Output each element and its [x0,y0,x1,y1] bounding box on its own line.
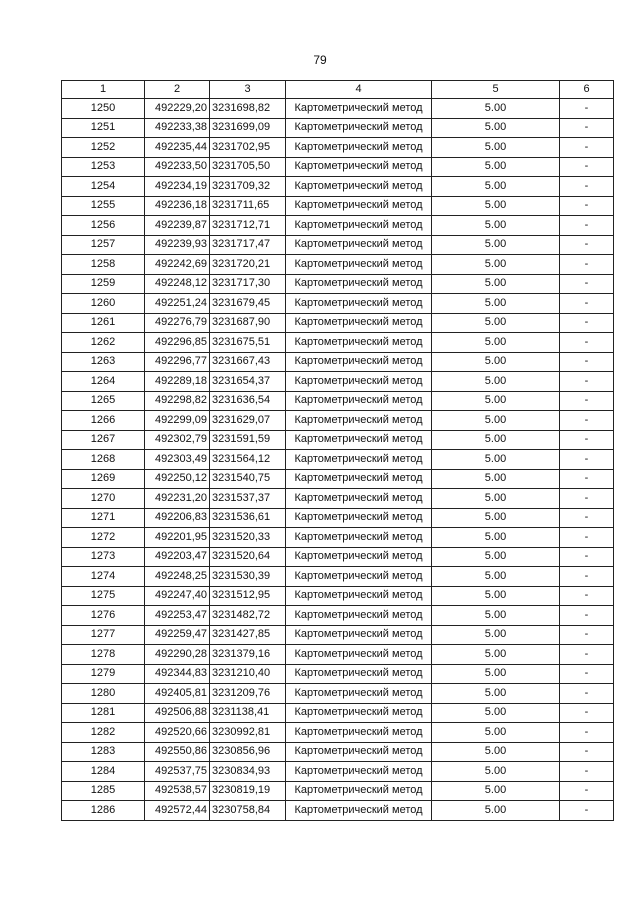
table-row [62,196,614,216]
accuracy-cell: 5.00 [432,528,560,548]
method-cell: Картометрический метод [286,313,432,333]
y-coordinate-cell: 3231717,30 [210,274,286,294]
accuracy-cell: 5.00 [432,99,560,119]
note-cell: - [560,684,614,704]
accuracy-cell: 5.00 [432,235,560,255]
point-number-cell: 1275 [62,586,145,606]
y-coordinate-cell: 3231698,82 [210,99,286,119]
accuracy-cell: 5.00 [432,606,560,626]
y-coordinate-cell: 3231717,47 [210,235,286,255]
x-coordinate-cell: 492506,88 [145,703,210,723]
table-row [62,255,614,275]
point-number-cell: 1258 [62,255,145,275]
x-coordinate-cell: 492538,57 [145,781,210,801]
x-coordinate-cell: 492259,47 [145,625,210,645]
point-number-cell: 1256 [62,216,145,236]
accuracy-cell: 5.00 [432,664,560,684]
point-number-cell: 1267 [62,430,145,450]
point-number-cell: 1286 [62,801,145,821]
x-coordinate-cell: 492239,93 [145,235,210,255]
method-cell: Картометрический метод [286,742,432,762]
note-cell: - [560,723,614,743]
table-row [62,625,614,645]
point-number-cell: 1282 [62,723,145,743]
point-number-cell: 1276 [62,606,145,626]
method-cell: Картометрический метод [286,606,432,626]
header-cell-3: 3 [210,81,286,99]
accuracy-cell: 5.00 [432,625,560,645]
table-row [62,235,614,255]
y-coordinate-cell: 3231667,43 [210,352,286,372]
accuracy-cell: 5.00 [432,586,560,606]
x-coordinate-cell: 492572,44 [145,801,210,821]
accuracy-cell: 5.00 [432,294,560,314]
table-row [62,372,614,392]
point-number-cell: 1253 [62,157,145,177]
table-row [62,333,614,353]
x-coordinate-cell: 492344,83 [145,664,210,684]
method-cell: Картометрический метод [286,294,432,314]
y-coordinate-cell: 3231536,61 [210,508,286,528]
accuracy-cell: 5.00 [432,469,560,489]
method-cell: Картометрический метод [286,703,432,723]
method-cell: Картометрический метод [286,235,432,255]
accuracy-cell: 5.00 [432,333,560,353]
table-row [62,723,614,743]
y-coordinate-cell: 3231636,54 [210,391,286,411]
x-coordinate-cell: 492203,47 [145,547,210,567]
y-coordinate-cell: 3231679,45 [210,294,286,314]
header-cell-5: 5 [432,81,560,99]
note-cell: - [560,391,614,411]
x-coordinate-cell: 492201,95 [145,528,210,548]
x-coordinate-cell: 492298,82 [145,391,210,411]
accuracy-cell: 5.00 [432,196,560,216]
accuracy-cell: 5.00 [432,411,560,431]
x-coordinate-cell: 492236,18 [145,196,210,216]
method-cell: Картометрический метод [286,684,432,704]
x-coordinate-cell: 492233,50 [145,157,210,177]
point-number-cell: 1278 [62,645,145,665]
y-coordinate-cell: 3231711,65 [210,196,286,216]
note-cell: - [560,450,614,470]
point-number-cell: 1252 [62,138,145,158]
method-cell: Картометрический метод [286,411,432,431]
note-cell: - [560,742,614,762]
table-row [62,138,614,158]
x-coordinate-cell: 492276,79 [145,313,210,333]
method-cell: Картометрический метод [286,391,432,411]
note-cell: - [560,645,614,665]
table-row [62,294,614,314]
table-row [62,450,614,470]
point-number-cell: 1281 [62,703,145,723]
method-cell: Картометрический метод [286,333,432,353]
accuracy-cell: 5.00 [432,762,560,782]
method-cell: Картометрический метод [286,547,432,567]
y-coordinate-cell: 3231699,09 [210,118,286,138]
table-row [62,508,614,528]
x-coordinate-cell: 492290,28 [145,645,210,665]
page-number: 79 [313,53,327,67]
method-cell: Картометрический метод [286,801,432,821]
x-coordinate-cell: 492242,69 [145,255,210,275]
table-row [62,99,614,119]
table-row [62,391,614,411]
x-coordinate-cell: 492299,09 [145,411,210,431]
accuracy-cell: 5.00 [432,274,560,294]
point-number-cell: 1254 [62,177,145,197]
table-row [62,469,614,489]
method-cell: Картометрический метод [286,489,432,509]
note-cell: - [560,196,614,216]
note-cell: - [560,372,614,392]
method-cell: Картометрический метод [286,723,432,743]
x-coordinate-cell: 492239,87 [145,216,210,236]
method-cell: Картометрический метод [286,450,432,470]
method-cell: Картометрический метод [286,177,432,197]
note-cell: - [560,664,614,684]
x-coordinate-cell: 492303,49 [145,450,210,470]
method-cell: Картометрический метод [286,157,432,177]
point-number-cell: 1285 [62,781,145,801]
accuracy-cell: 5.00 [432,391,560,411]
note-cell: - [560,762,614,782]
method-cell: Картометрический метод [286,625,432,645]
accuracy-cell: 5.00 [432,723,560,743]
table-row [62,781,614,801]
table-row [62,567,614,587]
note-cell: - [560,606,614,626]
x-coordinate-cell: 492229,20 [145,99,210,119]
point-number-cell: 1265 [62,391,145,411]
method-cell: Картометрический метод [286,664,432,684]
point-number-cell: 1257 [62,235,145,255]
x-coordinate-cell: 492296,77 [145,352,210,372]
note-cell: - [560,567,614,587]
point-number-cell: 1264 [62,372,145,392]
point-number-cell: 1272 [62,528,145,548]
x-coordinate-cell: 492235,44 [145,138,210,158]
note-cell: - [560,352,614,372]
table-row [62,703,614,723]
table-row [62,762,614,782]
point-number-cell: 1283 [62,742,145,762]
header-cell-4: 4 [286,81,432,99]
header-cell-2: 2 [145,81,210,99]
method-cell: Картометрический метод [286,138,432,158]
table-row [62,664,614,684]
method-cell: Картометрический метод [286,99,432,119]
method-cell: Картометрический метод [286,762,432,782]
accuracy-cell: 5.00 [432,138,560,158]
method-cell: Картометрический метод [286,586,432,606]
note-cell: - [560,255,614,275]
method-cell: Картометрический метод [286,508,432,528]
y-coordinate-cell: 3231591,59 [210,430,286,450]
y-coordinate-cell: 3231720,21 [210,255,286,275]
x-coordinate-cell: 492302,79 [145,430,210,450]
table-row [62,586,614,606]
y-coordinate-cell: 3231482,72 [210,606,286,626]
x-coordinate-cell: 492233,38 [145,118,210,138]
y-coordinate-cell: 3231138,41 [210,703,286,723]
method-cell: Картометрический метод [286,430,432,450]
accuracy-cell: 5.00 [432,547,560,567]
note-cell: - [560,430,614,450]
point-number-cell: 1259 [62,274,145,294]
table-row [62,547,614,567]
x-coordinate-cell: 492251,24 [145,294,210,314]
accuracy-cell: 5.00 [432,255,560,275]
table-row [62,528,614,548]
method-cell: Картометрический метод [286,372,432,392]
x-coordinate-cell: 492520,66 [145,723,210,743]
note-cell: - [560,547,614,567]
y-coordinate-cell: 3231675,51 [210,333,286,353]
note-cell: - [560,333,614,353]
point-number-cell: 1250 [62,99,145,119]
table-row [62,118,614,138]
point-number-cell: 1284 [62,762,145,782]
accuracy-cell: 5.00 [432,567,560,587]
point-number-cell: 1251 [62,118,145,138]
y-coordinate-cell: 3231564,12 [210,450,286,470]
method-cell: Картометрический метод [286,196,432,216]
x-coordinate-cell: 492248,25 [145,567,210,587]
note-cell: - [560,489,614,509]
table-row [62,801,614,821]
note-cell: - [560,99,614,119]
note-cell: - [560,469,614,489]
y-coordinate-cell: 3231520,64 [210,547,286,567]
note-cell: - [560,274,614,294]
y-coordinate-cell: 3231209,76 [210,684,286,704]
table-row [62,489,614,509]
note-cell: - [560,235,614,255]
y-coordinate-cell: 3230819,19 [210,781,286,801]
note-cell: - [560,216,614,236]
note-cell: - [560,625,614,645]
y-coordinate-cell: 3230856,96 [210,742,286,762]
y-coordinate-cell: 3230758,84 [210,801,286,821]
point-number-cell: 1274 [62,567,145,587]
note-cell: - [560,313,614,333]
method-cell: Картометрический метод [286,781,432,801]
point-number-cell: 1260 [62,294,145,314]
note-cell: - [560,586,614,606]
table-row [62,177,614,197]
point-number-cell: 1271 [62,508,145,528]
point-number-cell: 1255 [62,196,145,216]
table-row [62,684,614,704]
point-number-cell: 1279 [62,664,145,684]
y-coordinate-cell: 3231687,90 [210,313,286,333]
note-cell: - [560,801,614,821]
y-coordinate-cell: 3231629,07 [210,411,286,431]
point-number-cell: 1277 [62,625,145,645]
accuracy-cell: 5.00 [432,742,560,762]
table-row [62,645,614,665]
x-coordinate-cell: 492405,81 [145,684,210,704]
note-cell: - [560,781,614,801]
x-coordinate-cell: 492247,40 [145,586,210,606]
point-number-cell: 1269 [62,469,145,489]
note-cell: - [560,294,614,314]
y-coordinate-cell: 3231709,32 [210,177,286,197]
table-row [62,274,614,294]
method-cell: Картометрический метод [286,528,432,548]
note-cell: - [560,411,614,431]
x-coordinate-cell: 492206,83 [145,508,210,528]
point-number-cell: 1261 [62,313,145,333]
method-cell: Картометрический метод [286,645,432,665]
point-number-cell: 1268 [62,450,145,470]
y-coordinate-cell: 3231427,85 [210,625,286,645]
point-number-cell: 1266 [62,411,145,431]
table-row [62,742,614,762]
note-cell: - [560,118,614,138]
method-cell: Картометрический метод [286,216,432,236]
x-coordinate-cell: 492550,86 [145,742,210,762]
accuracy-cell: 5.00 [432,216,560,236]
y-coordinate-cell: 3231530,39 [210,567,286,587]
accuracy-cell: 5.00 [432,177,560,197]
accuracy-cell: 5.00 [432,430,560,450]
point-number-cell: 1262 [62,333,145,353]
method-cell: Картометрический метод [286,118,432,138]
y-coordinate-cell: 3231512,95 [210,586,286,606]
table-row [62,411,614,431]
method-cell: Картометрический метод [286,469,432,489]
method-cell: Картометрический метод [286,567,432,587]
y-coordinate-cell: 3231654,37 [210,372,286,392]
table-row [62,313,614,333]
accuracy-cell: 5.00 [432,781,560,801]
header-cell-1: 1 [62,81,145,99]
x-coordinate-cell: 492234,19 [145,177,210,197]
table-row [62,157,614,177]
accuracy-cell: 5.00 [432,372,560,392]
x-coordinate-cell: 492289,18 [145,372,210,392]
accuracy-cell: 5.00 [432,352,560,372]
header-cell-6: 6 [560,81,614,99]
table-header-row [62,81,614,99]
x-coordinate-cell: 492231,20 [145,489,210,509]
accuracy-cell: 5.00 [432,450,560,470]
method-cell: Картометрический метод [286,255,432,275]
accuracy-cell: 5.00 [432,684,560,704]
x-coordinate-cell: 492248,12 [145,274,210,294]
accuracy-cell: 5.00 [432,801,560,821]
x-coordinate-cell: 492296,85 [145,333,210,353]
y-coordinate-cell: 3231705,50 [210,157,286,177]
note-cell: - [560,703,614,723]
table-row [62,216,614,236]
accuracy-cell: 5.00 [432,157,560,177]
y-coordinate-cell: 3231537,37 [210,489,286,509]
point-number-cell: 1280 [62,684,145,704]
x-coordinate-cell: 492253,47 [145,606,210,626]
table-row [62,430,614,450]
accuracy-cell: 5.00 [432,508,560,528]
point-number-cell: 1263 [62,352,145,372]
point-number-cell: 1273 [62,547,145,567]
y-coordinate-cell: 3230834,93 [210,762,286,782]
table-row [62,606,614,626]
accuracy-cell: 5.00 [432,489,560,509]
note-cell: - [560,508,614,528]
x-coordinate-cell: 492250,12 [145,469,210,489]
note-cell: - [560,157,614,177]
x-coordinate-cell: 492537,75 [145,762,210,782]
note-cell: - [560,177,614,197]
y-coordinate-cell: 3231702,95 [210,138,286,158]
y-coordinate-cell: 3231520,33 [210,528,286,548]
y-coordinate-cell: 3230992,81 [210,723,286,743]
y-coordinate-cell: 3231540,75 [210,469,286,489]
accuracy-cell: 5.00 [432,313,560,333]
method-cell: Картометрический метод [286,274,432,294]
point-number-cell: 1270 [62,489,145,509]
method-cell: Картометрический метод [286,352,432,372]
accuracy-cell: 5.00 [432,645,560,665]
accuracy-cell: 5.00 [432,703,560,723]
table-row [62,352,614,372]
y-coordinate-cell: 3231712,71 [210,216,286,236]
y-coordinate-cell: 3231379,16 [210,645,286,665]
note-cell: - [560,528,614,548]
coordinates-table [61,80,614,821]
note-cell: - [560,138,614,158]
table-body [62,81,614,821]
y-coordinate-cell: 3231210,40 [210,664,286,684]
accuracy-cell: 5.00 [432,118,560,138]
